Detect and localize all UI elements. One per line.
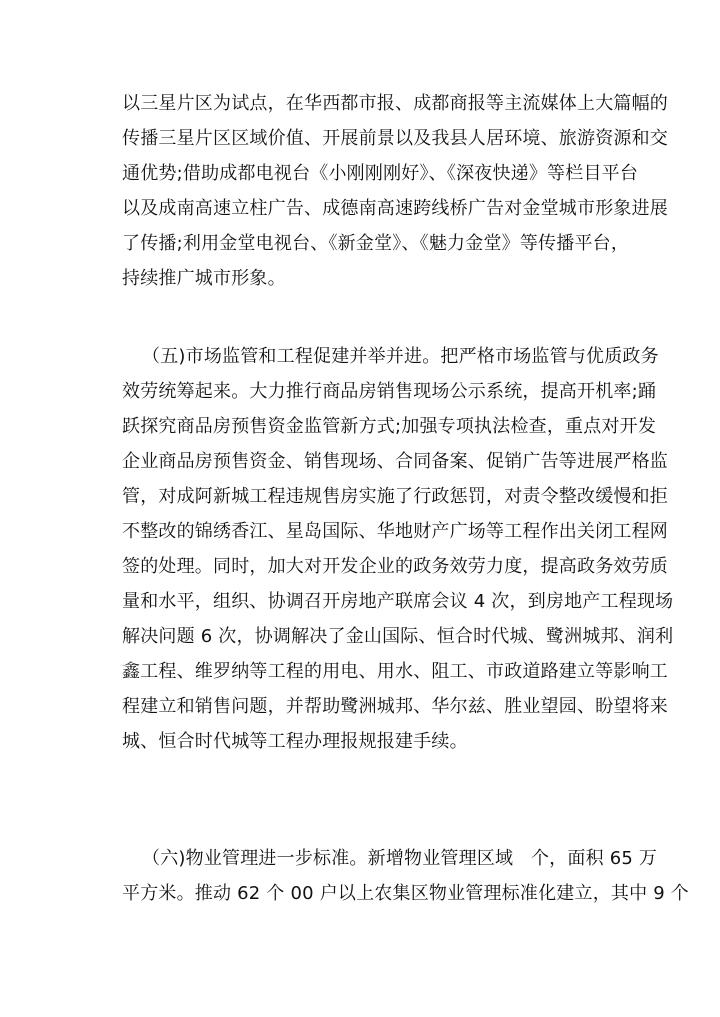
- paragraph-2-line-3: 跃探究商品房预售资金监管新方式;加强专项执法检查，重点对开发: [122, 416, 657, 437]
- paragraph-3-line-1: （六)物业管理进一步标准。新增物业管理区域 个，面积 65 万: [142, 848, 658, 869]
- paragraph-2-line-9: 解决问题 6 次，协调解决了金山国际、恒合时代城、鹭洲城邦、润利: [122, 626, 674, 647]
- paragraph-2-line-6: 不整改的锦绣香江、星岛国际、华地财产广场等工程作出关闭工程网: [122, 521, 668, 542]
- paragraph-2-line-5: 管，对成阿新城工程违规售房实施了行政惩罚，对责令整改缓慢和拒: [122, 486, 668, 507]
- paragraph-2-line-2: 效劳统筹起来。大力推行商品房销售现场公示系统，提高开机率;踊: [122, 381, 657, 402]
- paragraph-2-line-1: （五)市场监管和工程促建并举并进。把严格市场监管与优质政务: [142, 346, 659, 367]
- paragraph-2-line-4: 企业商品房预售资金、销售现场、合同备案、促销广告等进展严格监: [122, 451, 668, 472]
- paragraph-1-line-6: 持续推广城市形象。: [122, 268, 286, 289]
- paragraph-1-line-5: 了传播;利用金堂电视台、《新金堂》、《魅力金堂》等传播平台，: [122, 233, 630, 254]
- paragraph-1-line-3: 通优势;借助成都电视台《小刚刚刚好》、《深夜快递》等栏目平台: [122, 163, 639, 184]
- paragraph-2-line-7: 签的处理。同时，加大对开发企业的政务效劳力度，提高政务效劳质: [122, 556, 668, 577]
- paragraph-3-line-2: 平方米。推动 62 个 00 户以上农集区物业管理标准化建立，其中 9 个: [122, 883, 689, 904]
- paragraph-2-line-10: 鑫工程、维罗纳等工程的用电、用水、阻工、市政道路建立等影响工: [122, 661, 668, 682]
- paragraph-1-line-4: 以及成南高速立柱广告、成德南高速跨线桥广告对金堂城市形象进展: [122, 198, 668, 219]
- paragraph-2-line-12: 城、恒合时代城等工程办理报规报建手续。: [122, 731, 468, 752]
- paragraph-2-line-11: 程建立和销售问题，并帮助鹭洲城邦、华尔兹、胜业望园、盼望将来: [122, 696, 668, 717]
- paragraph-1-line-2: 传播三星片区区域价值、开展前景以及我县人居环境、旅游资源和交: [122, 128, 668, 149]
- paragraph-2-line-8: 量和水平，组织、协调召开房地产联席会议 4 次，到房地产工程现场: [122, 591, 674, 612]
- paragraph-1-line-1: 以三星片区为试点，在华西都市报、成都商报等主流媒体上大篇幅的: [122, 93, 668, 114]
